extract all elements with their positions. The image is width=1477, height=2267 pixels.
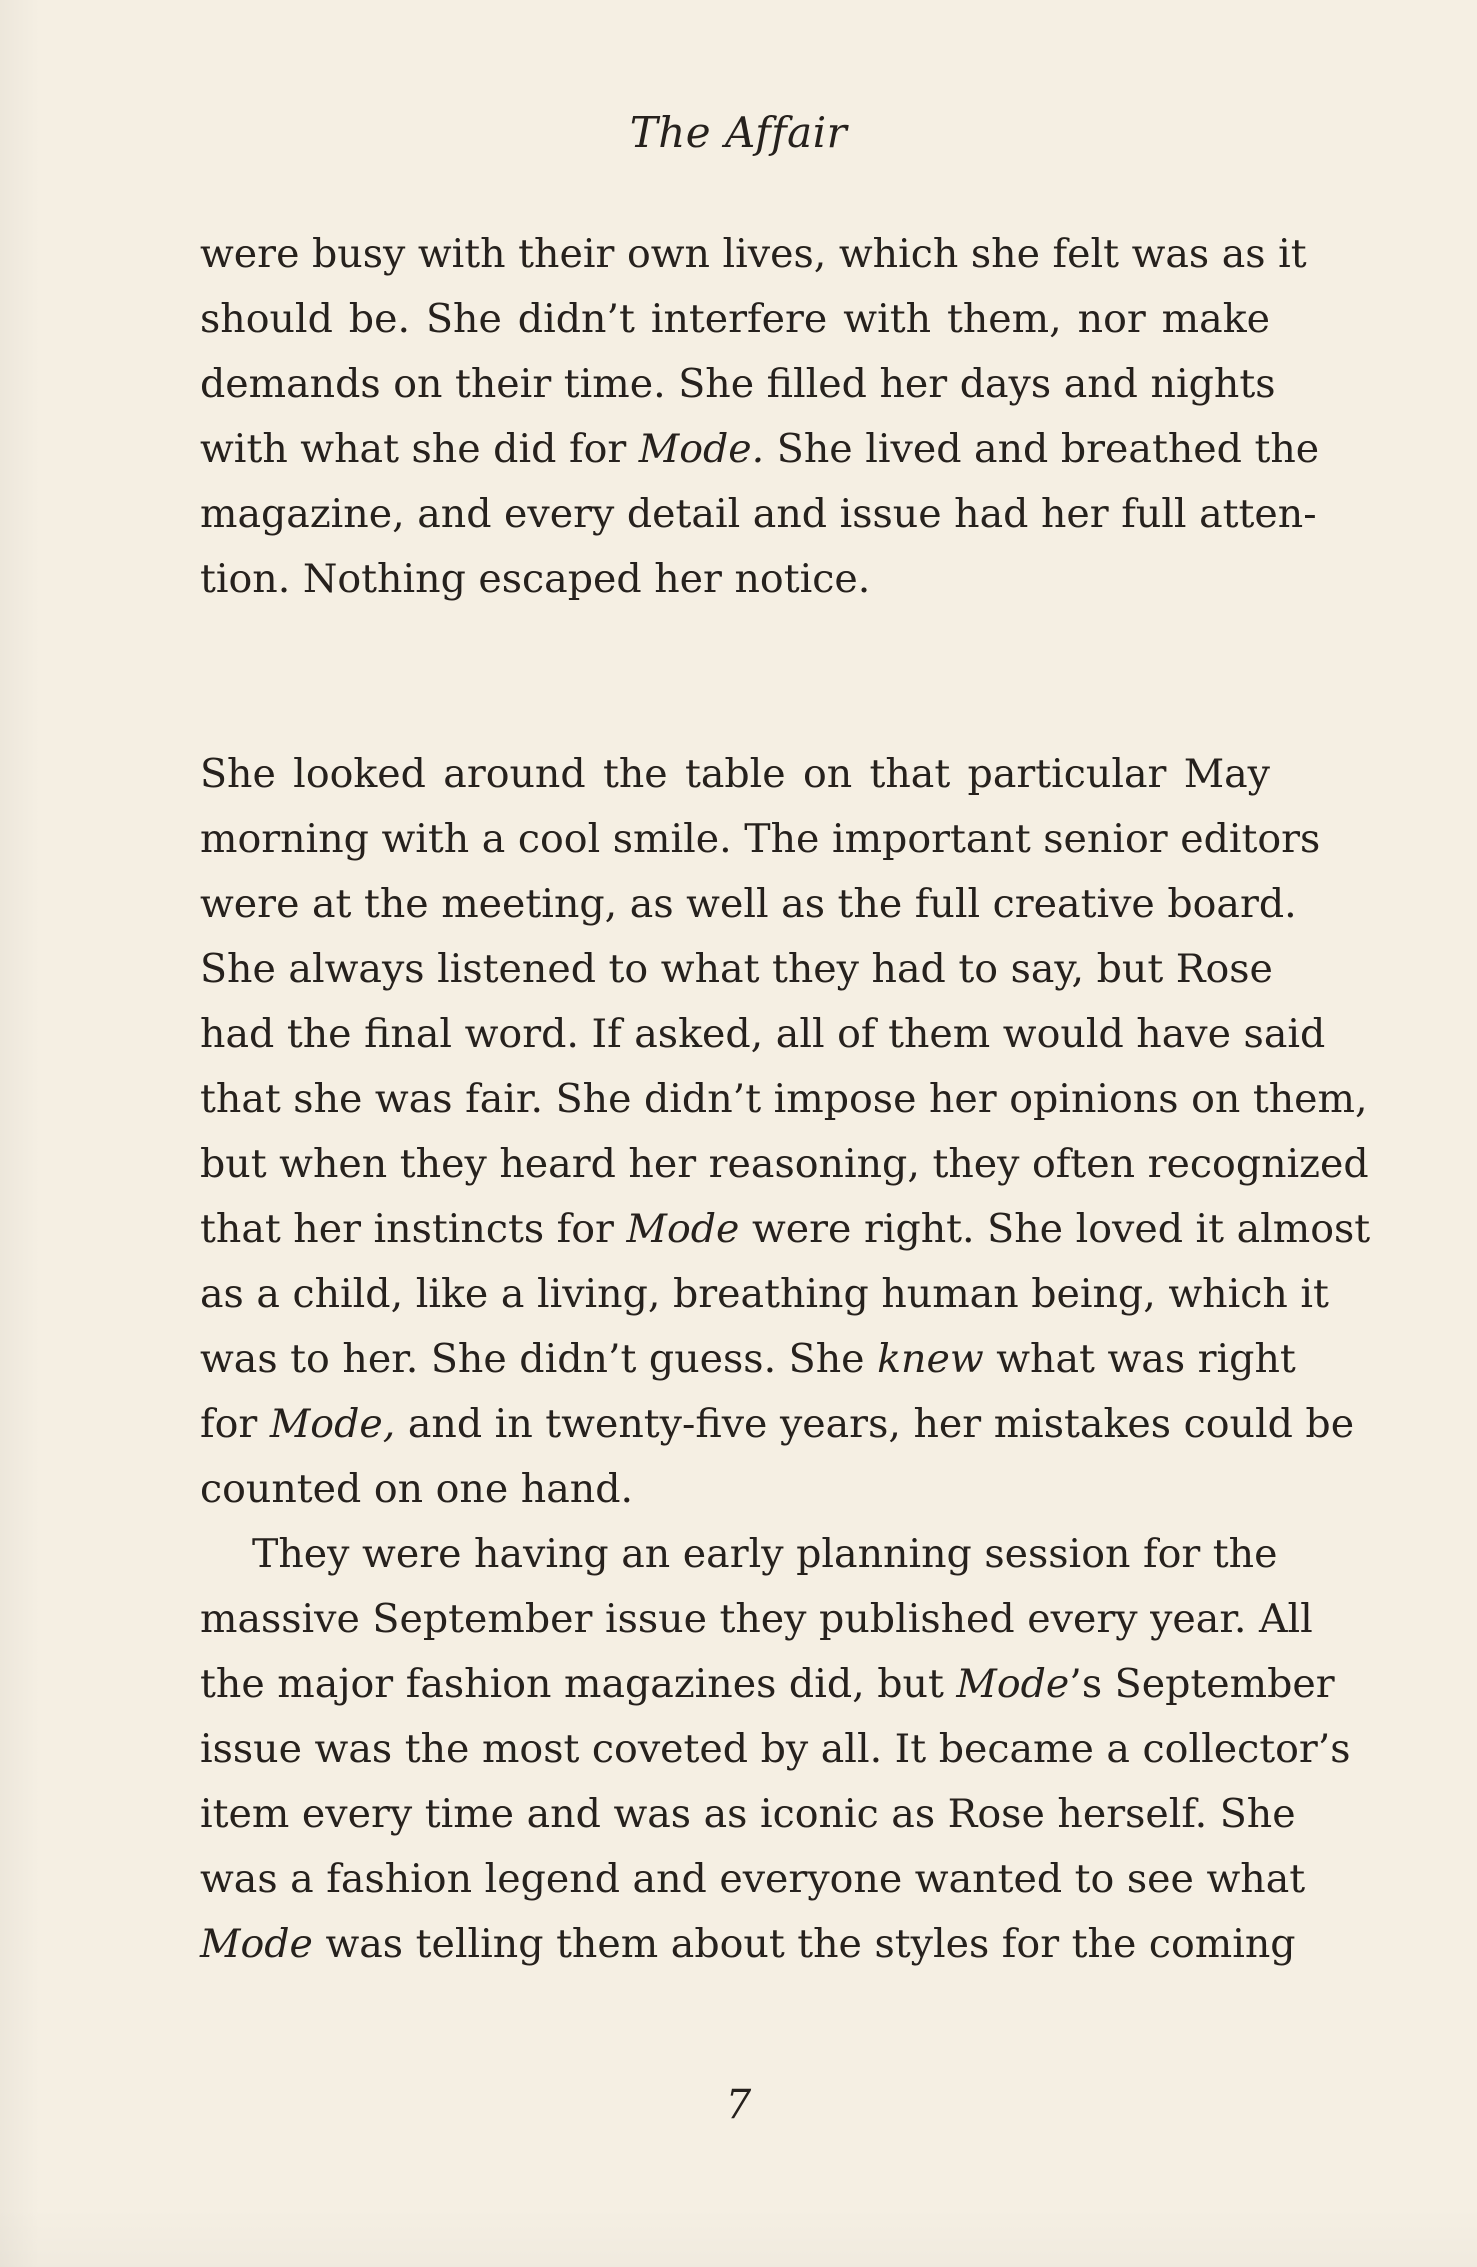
text-line — [200, 1652, 1335, 1717]
text-run: She lived and breathed the — [764, 426, 1320, 472]
text-line — [200, 417, 1320, 482]
italic-title: Mode, — [269, 1401, 396, 1447]
text-line — [200, 1912, 1296, 1977]
text-line: were busy with their own lives, which she felt was as it — [200, 231, 1307, 277]
text-line: was a fashion legend and everyone wanted to see what — [200, 1856, 1306, 1902]
text-line: She always listened to what they had to say, but Rose — [200, 946, 1273, 992]
paragraph — [200, 222, 1320, 612]
text-run: with what she did for — [200, 426, 639, 472]
text-line: should be. She didn’t interfere with them, nor make — [200, 296, 1270, 342]
text-run: was to her. She didn’t guess. She — [200, 1336, 878, 1382]
text-line: magazine, and every detail and issue had her full atten- — [200, 491, 1317, 537]
running-head: The Affair — [629, 108, 848, 157]
text-run: and in twenty-five years, her mistakes could be — [395, 1401, 1355, 1447]
text-line: issue was the most coveted by all. It became a collector’s — [200, 1726, 1351, 1772]
text-line: massive September issue they published every year. All — [200, 1596, 1313, 1642]
text-run: for — [200, 1401, 270, 1447]
text-line — [200, 1197, 1371, 1262]
text-line — [200, 1392, 1355, 1457]
text-line: but when they heard her reasoning, they often recognized — [200, 1141, 1369, 1187]
text-run: ’s September — [1069, 1661, 1335, 1707]
paragraph — [200, 742, 1371, 1522]
italic-emphasis: knew — [877, 1336, 984, 1382]
paragraph — [200, 1522, 1351, 1977]
text-run: what was right — [983, 1336, 1296, 1382]
italic-title: Mode — [956, 1661, 1070, 1707]
italic-title: Mode — [626, 1206, 740, 1252]
italic-title: Mode. — [638, 426, 765, 472]
text-run: that her instincts for — [200, 1206, 627, 1252]
text-line: item every time and was as iconic as Rose herself. She — [200, 1791, 1296, 1837]
text-line: morning with a cool smile. The important senior editors — [200, 816, 1321, 862]
text-line: that she was fair. She didn’t impose her opinions on them, — [200, 1076, 1368, 1122]
text-line: tion. Nothing escaped her notice. — [200, 556, 871, 602]
text-line: demands on their time. She filled her days and nights — [200, 361, 1276, 407]
italic-title: Mode — [200, 1921, 313, 1967]
text-line: They were having an early planning session for the — [252, 1531, 1278, 1577]
text-line: She looked around the table on that particular May — [200, 751, 1270, 797]
text-line: as a child, like a living, breathing human being, which it — [200, 1271, 1329, 1317]
text-line: were at the meeting, as well as the full creative board. — [200, 881, 1297, 927]
text-run: was telling them about the styles for the coming — [312, 1921, 1296, 1967]
text-run: the major fashion magazines did, but — [200, 1661, 957, 1707]
page-number: 7 — [725, 2082, 752, 2128]
text-run: were right. She loved it almost — [739, 1206, 1371, 1252]
text-line: counted on one hand. — [200, 1466, 634, 1512]
text-line: had the final word. If asked, all of them would have said — [200, 1011, 1326, 1057]
text-line — [200, 1327, 1296, 1392]
